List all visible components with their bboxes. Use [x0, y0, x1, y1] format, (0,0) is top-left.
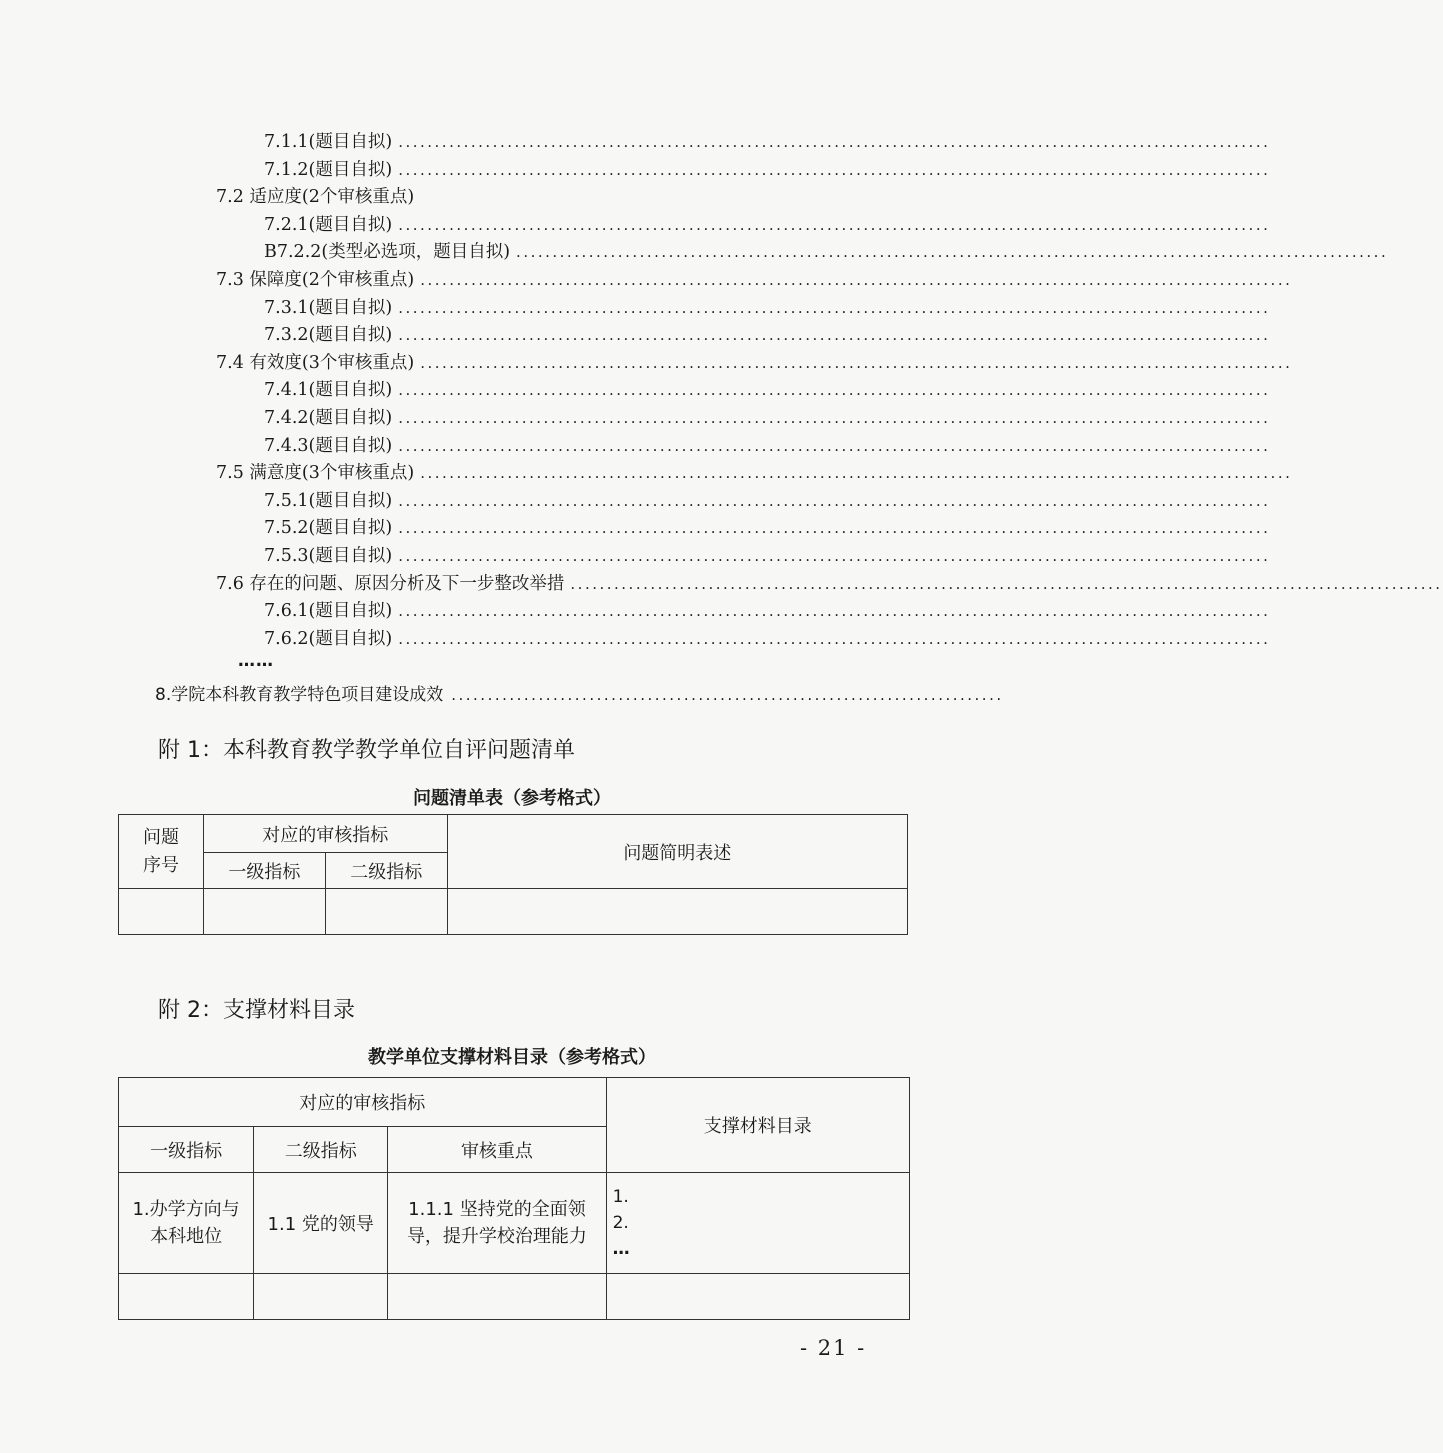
toc-entry: [264, 405, 1271, 431]
toc-entry-label: 7.6.2(题目自拟): [264, 628, 393, 649]
toc-leader-dots: ........................................................................................................................: [398, 436, 1271, 455]
toc-entry-label: 7.6.1(题目自拟): [264, 601, 393, 622]
toc-ellipsis: ……: [238, 651, 274, 671]
materials-item: 1.: [612, 1187, 629, 1207]
row-materials: [606, 1173, 909, 1274]
toc-entry: [216, 460, 1293, 486]
toc-entry-label: 7.3 保障度(2个审核重点): [216, 270, 415, 290]
toc-section-8-label: 8.学院本科教育教学特色项目建设成效: [155, 685, 444, 705]
toc-entry-label: 7.3.2(题目自拟): [264, 325, 393, 346]
toc-entry: [264, 543, 1271, 569]
materials-item: 2.: [612, 1213, 629, 1233]
toc-entry: [264, 322, 1271, 348]
table-cell: [119, 889, 204, 935]
toc-entry: [264, 295, 1271, 321]
toc-entry-label: 7.1.2(题目自拟): [264, 159, 393, 180]
toc-entry: [264, 212, 1271, 238]
toc-leader-dots: ........................................................................................................................: [398, 491, 1271, 510]
toc-entry-label: 7.4 有效度(3个审核重点): [216, 352, 415, 373]
appendix-1-caption: 问题清单表（参考格式）: [413, 788, 611, 809]
toc-leader-dots: ........................................................................................................................: [398, 519, 1271, 538]
toc-entry-label: 7.5.1(题目自拟): [264, 490, 393, 511]
table-cell: [447, 889, 907, 935]
table-cell: [254, 1274, 388, 1320]
page-number: - 21 -: [800, 1336, 867, 1360]
toc-entry: [264, 515, 1271, 541]
toc-entry: [264, 433, 1271, 459]
toc-leader-dots: ............................................................................: [451, 686, 1004, 704]
header-issue-no: 问题序号: [119, 815, 204, 889]
row-level1: 1.办学方向与本科地位: [119, 1173, 254, 1274]
header-indicator-group: 对应的审核指标: [203, 815, 447, 853]
header-focus: 审核重点: [388, 1127, 606, 1173]
header-materials: 支撑材料目录: [606, 1078, 909, 1173]
header-level1: 一级指标: [203, 853, 325, 889]
toc-entry: [264, 129, 1271, 155]
toc-leader-dots: ........................................................................................................................: [420, 271, 1293, 289]
toc-leader-dots: ........................................................................................................................: [398, 160, 1271, 179]
toc-entry-label: 7.4.2(题目自拟): [264, 408, 393, 428]
toc-entry-label: 7.4.1(题目自拟): [264, 380, 393, 401]
toc-entry: [264, 598, 1271, 624]
toc-entry-label: 7.5.2(题目自拟): [264, 518, 393, 539]
header-indicator-group: 对应的审核指标: [119, 1078, 607, 1127]
toc-leader-dots: ........................................................................................................................: [398, 629, 1271, 648]
toc-leader-dots: ........................................................................................................................: [420, 353, 1293, 372]
toc-section-8: [155, 682, 1004, 708]
header-level1: 一级指标: [119, 1127, 254, 1173]
toc-leader-dots: ........................................................................................................................: [398, 547, 1271, 565]
toc-entry-label: 7.6 存在的问题、原因分析及下一步整改举措: [216, 573, 565, 594]
toc-entry: [264, 239, 1389, 265]
toc-leader-dots: ........................................................................................................................: [398, 326, 1271, 345]
toc-entry: [216, 267, 1293, 293]
support-materials-table: [118, 1077, 910, 1320]
toc-entry: [216, 571, 1443, 597]
header-level2: 二级指标: [254, 1127, 388, 1173]
toc-entry-label: 7.3.1(题目自拟): [264, 297, 393, 318]
table-cell: [388, 1274, 606, 1320]
issue-list-table: [118, 814, 908, 935]
toc-leader-dots: ........................................................................................................................: [398, 409, 1271, 427]
toc-entry-label: 7.2.1(题目自拟): [264, 214, 393, 235]
table-cell: [119, 1274, 254, 1320]
toc-leader-dots: ........................................................................................................................: [516, 243, 1389, 262]
row-focus: 1.1.1 坚持党的全面领导，提升学校治理能力: [388, 1173, 606, 1274]
toc-leader-dots: ........................................................................................................................: [398, 215, 1271, 234]
toc-leader-dots: ........................................................................................................................: [420, 464, 1293, 483]
toc-entry-label: 7.5.3(题目自拟): [264, 546, 393, 566]
appendix-1-title: 附 1：本科教育教学教学单位自评问题清单: [158, 738, 575, 763]
toc-entry-label: 7.5 满意度(3个审核重点): [216, 463, 415, 484]
toc-leader-dots: ........................................................................................................................: [398, 602, 1271, 621]
materials-item: …: [612, 1239, 630, 1259]
toc-entry: [264, 488, 1271, 514]
table-cell: [606, 1274, 909, 1320]
appendix-2-title: 附 2：支撑材料目录: [158, 998, 355, 1023]
toc-entry-label: 7.2 适应度(2个审核重点): [216, 187, 415, 208]
appendix-2-caption: 教学单位支撑材料目录（参考格式）: [368, 1047, 656, 1068]
toc-leader-dots: ........................................................................................................................: [570, 574, 1443, 593]
toc-leader-dots: ........................................................................................................................: [398, 298, 1271, 317]
table-cell: [203, 889, 325, 935]
row-level2: 1.1 党的领导: [254, 1173, 388, 1274]
toc-entry-label: 7.1.1(题目自拟): [264, 132, 393, 152]
toc-entry: [216, 184, 872, 210]
toc-leader-dots: ........................................................................................................................: [398, 381, 1271, 400]
toc-leader-dots: ........................................................................................................................: [398, 133, 1271, 151]
header-issue-description: 问题简明表述: [447, 815, 907, 889]
table-cell: [325, 889, 447, 935]
header-level2: 二级指标: [325, 853, 447, 889]
toc-entry: [216, 350, 1293, 376]
toc-entry: [264, 626, 1271, 652]
toc-entry: [264, 377, 1271, 403]
toc-entry: [264, 157, 1271, 183]
toc-entry-label: B7.2.2(类型必选项，题目自拟): [264, 242, 511, 263]
toc-entry-label: 7.4.3(题目自拟): [264, 435, 393, 456]
